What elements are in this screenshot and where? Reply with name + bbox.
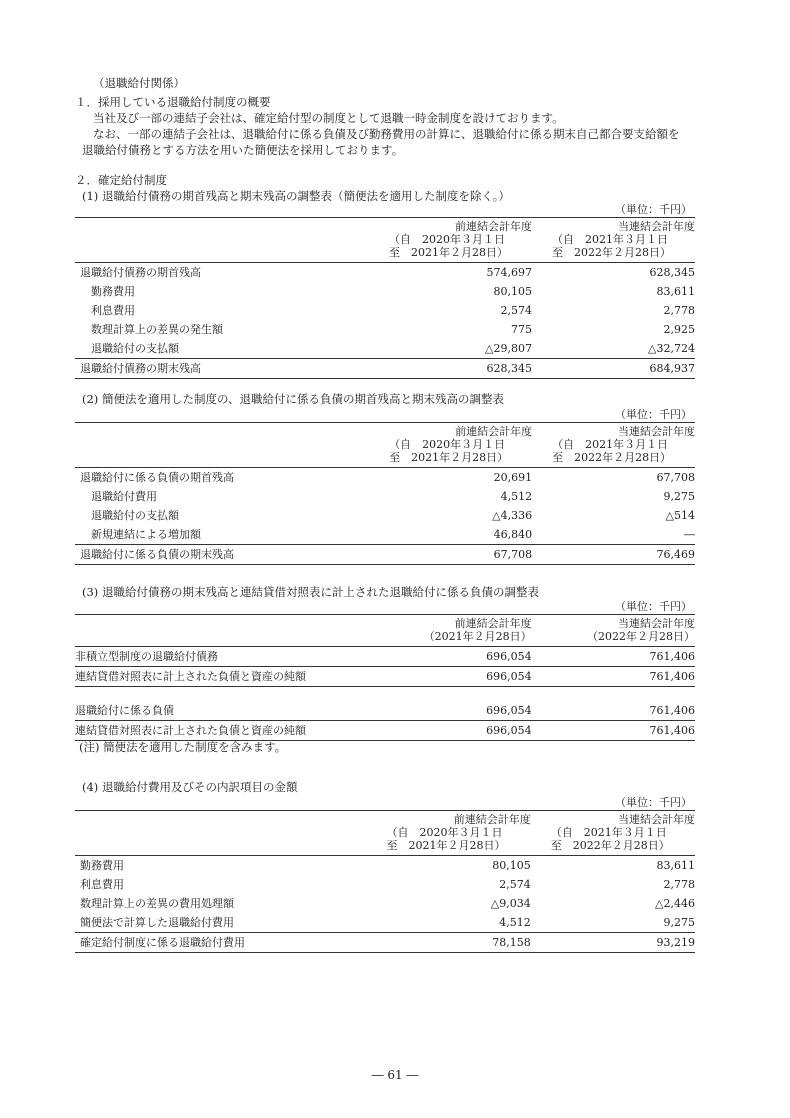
curr-value: 628,345 <box>649 266 695 279</box>
prev-value: 696,054 <box>368 647 531 667</box>
curr-value: 93,219 <box>531 933 695 953</box>
table-row <box>75 468 695 488</box>
header-blank <box>75 811 366 856</box>
curr-value: △514 <box>665 509 695 522</box>
prev-period-title: 前連結会計年度 <box>454 220 532 233</box>
unit-label: （単位：千円） <box>615 203 692 216</box>
row-label: 確定給付制度に係る退職給付費用 <box>75 933 366 953</box>
curr-value: 761,406 <box>532 667 695 687</box>
curr-value: 761,406 <box>532 647 695 667</box>
prev-value: 696,054 <box>368 721 531 741</box>
curr-value: 684,937 <box>532 359 695 379</box>
curr-period-title: 当連結会計年度 <box>618 220 695 233</box>
table4-title: (4) 退職給付費用及びその内訳項目の金額 <box>82 780 298 794</box>
curr-period-from: （自 2021年３月１日 <box>552 438 669 451</box>
prev-period-header <box>369 423 532 468</box>
table3-title: (3) 退職給付債務の期末残高と連結貸借対照表に計上された退職給付に係る負債の調整表 <box>82 585 539 599</box>
item1-title: １．採用している退職給付制度の概要 <box>75 95 271 109</box>
table1-title: (1) 退職給付債務の期首残高と期末残高の調整表（簡便法を適用した制度を除く。） <box>82 189 510 203</box>
prev-value: 80,105 <box>493 285 532 298</box>
curr-period-title: 当連結会計年度 <box>618 617 695 630</box>
item1-text-line: なお、一部の連結子会社は、退職給付に係る負債及び勤務費用の計算に、退職給付に係る期末自己都合要支給額を <box>93 127 680 141</box>
prev-period-title: 前連結会計年度 <box>453 813 531 826</box>
curr-value: 761,406 <box>532 721 695 741</box>
row-label: 数理計算上の差異の発生額 <box>91 323 223 336</box>
curr-period-to: 至 2022年２月28日） <box>551 246 671 259</box>
table3 <box>75 614 695 741</box>
table-header-row <box>75 423 695 468</box>
row-label: 簡便法で計算した退職給付費用 <box>80 916 234 929</box>
unit-label: （単位：千円） <box>615 796 692 809</box>
prev-value: △9,034 <box>490 897 531 910</box>
table-total-row <box>75 933 695 953</box>
curr-value: 83,611 <box>656 859 695 872</box>
curr-value: 9,275 <box>663 916 695 929</box>
curr-period-to: 至 2022年２月28日） <box>552 451 672 464</box>
header-blank <box>75 615 368 647</box>
curr-value: 9,275 <box>663 490 695 503</box>
table-row <box>75 701 695 721</box>
prev-value: 46,840 <box>493 528 533 541</box>
curr-period-title: 当連結会計年度 <box>618 425 695 438</box>
row-label: 退職給付に係る負債の期首残高 <box>80 471 234 484</box>
curr-value: △2,446 <box>655 897 695 910</box>
prev-period-to: 至 2021年２月28日） <box>386 839 506 852</box>
prev-value: 775 <box>510 323 532 336</box>
table-row <box>75 913 695 933</box>
table-row <box>75 875 695 894</box>
row-label: 非積立型制度の退職給付債務 <box>75 647 368 667</box>
prev-period-from: （自 2020年３月１日 <box>389 438 506 451</box>
prev-value: 80,105 <box>492 859 531 872</box>
table-row <box>75 339 695 359</box>
item2-title: ２．確定給付制度 <box>75 173 167 187</box>
row-label: 退職給付の支払額 <box>91 509 179 522</box>
prev-period-from: （自 2020年３月１日 <box>386 826 503 839</box>
prev-period-title: 前連結会計年度 <box>454 617 532 630</box>
row-label: 勤務費用 <box>91 285 135 298</box>
table-total-row <box>75 359 695 379</box>
curr-value: 76,469 <box>532 545 695 565</box>
curr-period-header <box>532 423 695 468</box>
table-row <box>75 282 695 301</box>
prev-value: 78,158 <box>366 933 530 953</box>
row-label: 退職給付に係る負債 <box>75 701 368 721</box>
spacer <box>75 687 695 702</box>
table-row <box>75 647 695 667</box>
header-blank <box>75 423 369 468</box>
section-title: （退職給付関係） <box>93 76 185 90</box>
curr-value: 2,778 <box>663 878 695 891</box>
row-label: 新規連結による増加額 <box>91 528 201 541</box>
curr-value: ― <box>684 528 695 541</box>
curr-value: 2,778 <box>663 304 695 317</box>
curr-period-from: （自 2021年３月１日 <box>551 233 668 246</box>
prev-value: △29,807 <box>485 342 532 355</box>
prev-value: 696,054 <box>368 667 531 687</box>
table-row <box>75 525 695 545</box>
curr-value: 67,708 <box>656 471 695 484</box>
table3-note: (注) 簡便法を適用した制度を含みます。 <box>79 740 287 754</box>
table-header-row <box>75 615 695 647</box>
row-label: 勤務費用 <box>80 859 124 872</box>
item1-text-line: 当社及び一部の連結子会社は、確定給付型の制度として退職一時金制度を設けております。 <box>93 111 564 125</box>
curr-period-header <box>532 615 695 647</box>
unit-label: （単位：千円） <box>615 600 692 613</box>
row-label: 利息費用 <box>80 878 124 891</box>
table2-title: (2) 簡便法を適用した制度の、退職給付に係る負債の期首残高と期末残高の調整表 <box>82 392 504 406</box>
prev-period-header <box>369 218 532 263</box>
curr-value: 2,925 <box>663 323 695 336</box>
prev-period-title: 前連結会計年度 <box>455 425 533 438</box>
row-label: 退職給付債務の期首残高 <box>80 266 201 279</box>
table-row <box>75 506 695 525</box>
curr-period-point: （2022年２月28日） <box>587 630 695 643</box>
table-row <box>75 301 695 320</box>
table-row <box>75 667 695 687</box>
prev-period-to: 至 2021年２月28日） <box>388 246 508 259</box>
curr-value: 761,406 <box>532 701 695 721</box>
table1 <box>75 217 695 379</box>
row-label: 連結貸借対照表に計上された負債と資産の純額 <box>75 721 368 741</box>
prev-period-header <box>368 615 531 647</box>
prev-value: 20,691 <box>493 471 533 484</box>
table-row <box>75 320 695 339</box>
table-row <box>75 721 695 741</box>
row-label: 退職給付に係る負債の期末残高 <box>75 545 369 565</box>
curr-period-header <box>532 218 695 263</box>
prev-period-from: （自 2020年３月１日 <box>388 233 505 246</box>
curr-period-header <box>531 811 695 856</box>
table-header-row <box>75 218 695 263</box>
prev-value: △4,336 <box>492 509 533 522</box>
table-row <box>75 894 695 913</box>
header-blank <box>75 218 369 263</box>
prev-period-header <box>366 811 530 856</box>
row-label: 退職給付債務の期末残高 <box>75 359 369 379</box>
prev-period-to: 至 2021年２月28日） <box>389 451 509 464</box>
curr-period-to: 至 2022年２月28日） <box>550 839 670 852</box>
row-label: 退職給付の支払額 <box>91 342 179 355</box>
page-number: ― 61 ― <box>371 1068 419 1082</box>
unit-label: （単位：千円） <box>615 408 692 421</box>
prev-value: 67,708 <box>369 545 532 565</box>
row-label: 退職給付費用 <box>91 490 157 503</box>
curr-value: △32,724 <box>648 342 695 355</box>
table-row <box>75 856 695 876</box>
table-row <box>75 263 695 283</box>
item1-text-line: 退職給付債務とする方法を用いた簡便法を採用しております。 <box>82 143 404 157</box>
row-label: 連結貸借対照表に計上された負債と資産の純額 <box>75 667 368 687</box>
row-label: 数理計算上の差異の費用処理額 <box>80 897 234 910</box>
prev-value: 4,512 <box>500 490 533 503</box>
prev-value: 574,697 <box>486 266 532 279</box>
prev-value: 696,054 <box>368 701 531 721</box>
table-header-row <box>75 811 695 856</box>
curr-period-from: （自 2021年３月１日 <box>550 826 667 839</box>
prev-value: 628,345 <box>369 359 532 379</box>
prev-value: 2,574 <box>500 304 532 317</box>
prev-period-point: （2021年２月28日） <box>423 630 532 643</box>
curr-period-title: 当連結会計年度 <box>618 813 695 826</box>
prev-value: 4,512 <box>499 916 531 929</box>
table-spacer-row <box>75 687 695 702</box>
prev-value: 2,574 <box>499 878 531 891</box>
table2 <box>75 422 695 565</box>
table-total-row <box>75 545 695 565</box>
row-label: 利息費用 <box>91 304 135 317</box>
table4 <box>75 810 695 953</box>
table-row <box>75 487 695 506</box>
curr-value: 83,611 <box>656 285 695 298</box>
